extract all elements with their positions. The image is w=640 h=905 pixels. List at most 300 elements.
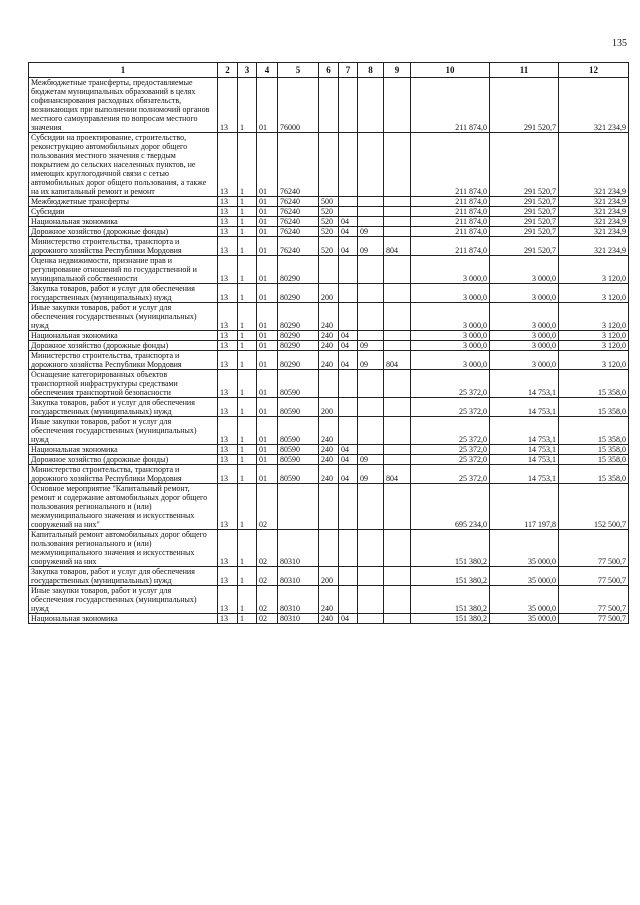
code-2: 13	[218, 207, 238, 217]
row-name: Национальная экономика	[29, 217, 218, 227]
code-2: 13	[218, 133, 238, 197]
code-6: 240	[319, 586, 339, 614]
amount-col-12: 152 500,7	[559, 484, 629, 530]
row-name: Национальная экономика	[29, 331, 218, 341]
code-5: 80590	[278, 445, 319, 455]
amount-col-10: 3 000,0	[411, 351, 490, 370]
code-4: 01	[257, 455, 278, 465]
code-4: 01	[257, 445, 278, 455]
amount-col-12: 321 234,9	[559, 197, 629, 207]
amount-col-12: 77 500,7	[559, 586, 629, 614]
amount-col-12: 15 358,0	[559, 455, 629, 465]
code-9	[384, 341, 411, 351]
code-5: 80290	[278, 256, 319, 284]
row-name: Межбюджетные трансферты, предоставляемые бюджетам муниципальных образований в целях софинансирования расходных обязательств, возникающих при выполнении полномочий органов местного самоуправления по вопросам местного значения	[29, 78, 218, 133]
code-6: 240	[319, 614, 339, 624]
code-3: 1	[238, 341, 257, 351]
row-name: Дорожное хозяйство (дорожные фонды)	[29, 227, 218, 237]
code-2: 13	[218, 614, 238, 624]
code-5: 76240	[278, 227, 319, 237]
code-3: 1	[238, 78, 257, 133]
code-7: 04	[339, 455, 358, 465]
code-3: 1	[238, 398, 257, 417]
amount-col-11: 14 753,1	[490, 465, 559, 484]
code-2: 13	[218, 303, 238, 331]
code-8	[358, 217, 384, 227]
code-5: 80310	[278, 567, 319, 586]
table-row	[29, 303, 629, 331]
amount-col-10: 151 380,2	[411, 567, 490, 586]
amount-col-10: 3 000,0	[411, 303, 490, 331]
code-5: 80590	[278, 455, 319, 465]
code-7: 04	[339, 614, 358, 624]
code-8	[358, 417, 384, 445]
code-8	[358, 284, 384, 303]
code-5: 80310	[278, 614, 319, 624]
code-5: 76240	[278, 133, 319, 197]
code-3: 1	[238, 256, 257, 284]
table-row	[29, 284, 629, 303]
column-header: 9	[384, 63, 411, 78]
code-9	[384, 445, 411, 455]
code-8: 09	[358, 341, 384, 351]
amount-col-10: 151 380,2	[411, 586, 490, 614]
code-8	[358, 303, 384, 331]
code-2: 13	[218, 445, 238, 455]
table-row	[29, 197, 629, 207]
amount-col-10: 151 380,2	[411, 614, 490, 624]
code-7	[339, 530, 358, 567]
code-9	[384, 586, 411, 614]
table-row	[29, 417, 629, 445]
code-3: 1	[238, 207, 257, 217]
code-5: 80590	[278, 398, 319, 417]
code-5: 80310	[278, 530, 319, 567]
amount-col-12: 77 500,7	[559, 567, 629, 586]
code-6: 520	[319, 217, 339, 227]
code-2: 13	[218, 417, 238, 445]
amount-col-11: 14 753,1	[490, 455, 559, 465]
row-name: Субсидии	[29, 207, 218, 217]
table-row	[29, 351, 629, 370]
amount-col-11: 291 520,7	[490, 227, 559, 237]
amount-col-11: 35 000,0	[490, 614, 559, 624]
table-row	[29, 614, 629, 624]
table-row	[29, 586, 629, 614]
column-header: 8	[358, 63, 384, 78]
code-2: 13	[218, 227, 238, 237]
code-4: 02	[257, 567, 278, 586]
code-8	[358, 133, 384, 197]
code-6: 520	[319, 237, 339, 256]
amount-col-11: 3 000,0	[490, 256, 559, 284]
code-6	[319, 530, 339, 567]
code-4: 01	[257, 331, 278, 341]
amount-col-10: 211 874,0	[411, 217, 490, 227]
row-name: Закупка товаров, работ и услуг для обеспечения государственных (муниципальных) нужд	[29, 284, 218, 303]
code-3: 1	[238, 614, 257, 624]
amount-col-10: 151 380,2	[411, 530, 490, 567]
code-3: 1	[238, 331, 257, 341]
amount-col-12: 3 120,0	[559, 256, 629, 284]
code-6: 240	[319, 351, 339, 370]
code-4: 01	[257, 370, 278, 398]
amount-col-10: 25 372,0	[411, 398, 490, 417]
table-row	[29, 78, 629, 133]
table-row	[29, 207, 629, 217]
code-2: 13	[218, 586, 238, 614]
code-7	[339, 567, 358, 586]
code-6: 240	[319, 331, 339, 341]
code-6: 240	[319, 445, 339, 455]
table-row	[29, 341, 629, 351]
code-7	[339, 133, 358, 197]
amount-col-10: 211 874,0	[411, 237, 490, 256]
code-9	[384, 78, 411, 133]
code-2: 13	[218, 284, 238, 303]
amount-col-10: 3 000,0	[411, 341, 490, 351]
code-2: 13	[218, 370, 238, 398]
code-3: 1	[238, 370, 257, 398]
row-name: Закупка товаров, работ и услуг для обеспечения государственных (муниципальных) нужд	[29, 567, 218, 586]
budget-table	[28, 62, 629, 624]
table-row	[29, 398, 629, 417]
code-5: 80290	[278, 351, 319, 370]
code-7: 04	[339, 217, 358, 227]
code-5: 76240	[278, 217, 319, 227]
code-4: 01	[257, 256, 278, 284]
amount-col-12: 77 500,7	[559, 530, 629, 567]
code-8: 09	[358, 237, 384, 256]
code-4: 01	[257, 78, 278, 133]
code-6: 520	[319, 227, 339, 237]
table-row	[29, 530, 629, 567]
amount-col-11: 291 520,7	[490, 197, 559, 207]
code-6	[319, 370, 339, 398]
code-8	[358, 370, 384, 398]
code-4: 02	[257, 614, 278, 624]
amount-col-11: 3 000,0	[490, 303, 559, 331]
amount-col-12: 15 358,0	[559, 417, 629, 445]
code-4: 01	[257, 465, 278, 484]
table-row	[29, 455, 629, 465]
row-name: Капитальный ремонт автомобильных дорог общего пользования регионального и (или) межмуниципального значения и искусственных сооружений на них	[29, 530, 218, 567]
code-5: 76000	[278, 78, 319, 133]
amount-col-11: 291 520,7	[490, 217, 559, 227]
code-2: 13	[218, 465, 238, 484]
column-header: 5	[278, 63, 319, 78]
row-name: Министерство строительства, транспорта и дорожного хозяйства Республики Мордовия	[29, 237, 218, 256]
code-5: 76240	[278, 197, 319, 207]
code-4: 01	[257, 207, 278, 217]
code-4: 01	[257, 237, 278, 256]
amount-col-11: 3 000,0	[490, 284, 559, 303]
amount-col-10: 695 234,0	[411, 484, 490, 530]
amount-col-10: 3 000,0	[411, 331, 490, 341]
code-8	[358, 567, 384, 586]
code-4: 01	[257, 417, 278, 445]
amount-col-12: 3 120,0	[559, 351, 629, 370]
amount-col-11: 291 520,7	[490, 78, 559, 133]
column-header: 11	[490, 63, 559, 78]
table-row	[29, 445, 629, 455]
code-2: 13	[218, 567, 238, 586]
code-7	[339, 484, 358, 530]
code-9: 804	[384, 237, 411, 256]
code-8	[358, 586, 384, 614]
table-row	[29, 217, 629, 227]
code-9	[384, 227, 411, 237]
code-4: 01	[257, 133, 278, 197]
column-header: 2	[218, 63, 238, 78]
table-row	[29, 370, 629, 398]
code-5: 76240	[278, 207, 319, 217]
table-header-row	[29, 63, 629, 78]
amount-col-11: 14 753,1	[490, 370, 559, 398]
code-8	[358, 398, 384, 417]
amount-col-12: 321 234,9	[559, 217, 629, 227]
code-9	[384, 567, 411, 586]
column-header: 7	[339, 63, 358, 78]
amount-col-12: 3 120,0	[559, 341, 629, 351]
code-9: 804	[384, 465, 411, 484]
code-4: 01	[257, 284, 278, 303]
code-8: 09	[358, 455, 384, 465]
code-5: 80310	[278, 586, 319, 614]
code-4: 02	[257, 530, 278, 567]
code-6: 240	[319, 341, 339, 351]
code-7	[339, 417, 358, 445]
row-name: Субсидии на проектирование, строительство, реконструкцию автомобильных дорог общего пользования местного значения с твердым покрытием до сельских населенных пунктов, не имеющих круглогодичной связи с сетью автомобильных дорог общего пользования, а также на их капитальный ремонт и ремонт	[29, 133, 218, 197]
code-8	[358, 530, 384, 567]
amount-col-11: 35 000,0	[490, 530, 559, 567]
code-3: 1	[238, 351, 257, 370]
row-name: Дорожное хозяйство (дорожные фонды)	[29, 341, 218, 351]
amount-col-12: 3 120,0	[559, 284, 629, 303]
amount-col-11: 291 520,7	[490, 237, 559, 256]
amount-col-12: 321 234,9	[559, 133, 629, 197]
code-4: 02	[257, 484, 278, 530]
code-2: 13	[218, 217, 238, 227]
code-3: 1	[238, 197, 257, 207]
table-row	[29, 465, 629, 484]
amount-col-12: 3 120,0	[559, 331, 629, 341]
amount-col-10: 3 000,0	[411, 284, 490, 303]
code-6	[319, 78, 339, 133]
code-7: 04	[339, 227, 358, 237]
code-5: 80290	[278, 284, 319, 303]
page-number: 135	[612, 38, 627, 49]
column-header: 12	[559, 63, 629, 78]
table-row	[29, 484, 629, 530]
amount-col-10: 25 372,0	[411, 445, 490, 455]
code-8	[358, 256, 384, 284]
amount-col-11: 117 197,8	[490, 484, 559, 530]
code-7: 04	[339, 331, 358, 341]
code-2: 13	[218, 484, 238, 530]
code-5: 76240	[278, 237, 319, 256]
amount-col-10: 3 000,0	[411, 256, 490, 284]
column-header: 1	[29, 63, 218, 78]
code-7	[339, 197, 358, 207]
table-body	[29, 78, 629, 624]
code-3: 1	[238, 237, 257, 256]
code-4: 01	[257, 227, 278, 237]
amount-col-11: 3 000,0	[490, 351, 559, 370]
amount-col-10: 211 874,0	[411, 133, 490, 197]
code-9	[384, 303, 411, 331]
code-6	[319, 133, 339, 197]
code-9	[384, 455, 411, 465]
code-5: 80290	[278, 303, 319, 331]
code-8	[358, 445, 384, 455]
code-2: 13	[218, 331, 238, 341]
amount-col-11: 291 520,7	[490, 133, 559, 197]
code-5: 80590	[278, 417, 319, 445]
amount-col-11: 14 753,1	[490, 398, 559, 417]
row-name: Основное мероприятие "Капитальный ремонт, ремонт и содержание автомобильных дорог общего пользования регионального и (или) межмуниципального значения и искусственных сооружений на них"	[29, 484, 218, 530]
code-7	[339, 586, 358, 614]
code-6: 200	[319, 284, 339, 303]
amount-col-10: 25 372,0	[411, 370, 490, 398]
code-8	[358, 331, 384, 341]
amount-col-12: 15 358,0	[559, 465, 629, 484]
code-5: 80590	[278, 465, 319, 484]
code-8: 09	[358, 227, 384, 237]
row-name: Национальная экономика	[29, 445, 218, 455]
code-5: 80590	[278, 370, 319, 398]
code-8	[358, 207, 384, 217]
amount-col-12: 3 120,0	[559, 303, 629, 331]
amount-col-12: 15 358,0	[559, 398, 629, 417]
code-4: 01	[257, 217, 278, 227]
amount-col-10: 211 874,0	[411, 227, 490, 237]
amount-col-10: 25 372,0	[411, 455, 490, 465]
code-5: 80290	[278, 341, 319, 351]
amount-col-10: 211 874,0	[411, 197, 490, 207]
table-row	[29, 133, 629, 197]
code-2: 13	[218, 398, 238, 417]
row-name: Иные закупки товаров, работ и услуг для обеспечения государственных (муниципальных) нужд	[29, 586, 218, 614]
code-6: 200	[319, 567, 339, 586]
code-3: 1	[238, 417, 257, 445]
row-name: Национальная экономика	[29, 614, 218, 624]
table-row	[29, 331, 629, 341]
code-9	[384, 133, 411, 197]
code-7: 04	[339, 341, 358, 351]
code-7	[339, 78, 358, 133]
amount-col-11: 291 520,7	[490, 207, 559, 217]
code-8	[358, 484, 384, 530]
row-name: Иные закупки товаров, работ и услуг для обеспечения государственных (муниципальных) нужд	[29, 417, 218, 445]
code-2: 13	[218, 351, 238, 370]
code-6: 520	[319, 207, 339, 217]
code-9	[384, 398, 411, 417]
code-4: 01	[257, 197, 278, 207]
row-name: Дорожное хозяйство (дорожные фонды)	[29, 455, 218, 465]
code-6: 240	[319, 455, 339, 465]
code-9	[384, 217, 411, 227]
table-row	[29, 567, 629, 586]
code-7	[339, 303, 358, 331]
amount-col-12: 321 234,9	[559, 78, 629, 133]
code-3: 1	[238, 567, 257, 586]
code-7	[339, 256, 358, 284]
column-header: 3	[238, 63, 257, 78]
code-3: 1	[238, 455, 257, 465]
code-7: 04	[339, 237, 358, 256]
amount-col-11: 3 000,0	[490, 341, 559, 351]
row-name: Межбюджетные трансферты	[29, 197, 218, 207]
amount-col-11: 35 000,0	[490, 567, 559, 586]
code-9	[384, 484, 411, 530]
code-8: 09	[358, 351, 384, 370]
amount-col-10: 25 372,0	[411, 417, 490, 445]
amount-col-12: 15 358,0	[559, 445, 629, 455]
code-3: 1	[238, 303, 257, 331]
code-6	[319, 484, 339, 530]
code-2: 13	[218, 197, 238, 207]
code-3: 1	[238, 227, 257, 237]
row-name: Оценка недвижимости, признание прав и регулирование отношений по государственной и муниципальной собственности	[29, 256, 218, 284]
code-2: 13	[218, 530, 238, 567]
amount-col-10: 25 372,0	[411, 465, 490, 484]
row-name: Оснащение категорированных объектов транспортной инфраструктуры средствами обеспечения транспортной безопасности	[29, 370, 218, 398]
code-7	[339, 370, 358, 398]
amount-col-12: 77 500,7	[559, 614, 629, 624]
column-header: 6	[319, 63, 339, 78]
code-3: 1	[238, 586, 257, 614]
row-name: Иные закупки товаров, работ и услуг для обеспечения государственных (муниципальных) нужд	[29, 303, 218, 331]
code-4: 01	[257, 303, 278, 331]
code-9	[384, 417, 411, 445]
code-5	[278, 484, 319, 530]
code-7: 04	[339, 351, 358, 370]
code-9	[384, 331, 411, 341]
code-3: 1	[238, 530, 257, 567]
amount-col-11: 35 000,0	[490, 586, 559, 614]
code-6: 200	[319, 398, 339, 417]
code-9	[384, 370, 411, 398]
code-9	[384, 530, 411, 567]
row-name: Министерство строительства, транспорта и дорожного хозяйства Республики Мордовия	[29, 465, 218, 484]
code-7	[339, 398, 358, 417]
code-8: 09	[358, 465, 384, 484]
code-9	[384, 284, 411, 303]
amount-col-11: 3 000,0	[490, 331, 559, 341]
code-8	[358, 78, 384, 133]
amount-col-12: 321 234,9	[559, 237, 629, 256]
code-4: 01	[257, 341, 278, 351]
code-2: 13	[218, 455, 238, 465]
amount-col-10: 211 874,0	[411, 207, 490, 217]
code-7	[339, 284, 358, 303]
code-6: 240	[319, 465, 339, 484]
code-6: 240	[319, 417, 339, 445]
code-7: 04	[339, 445, 358, 455]
code-9	[384, 197, 411, 207]
code-3: 1	[238, 465, 257, 484]
code-6: 240	[319, 303, 339, 331]
table-row	[29, 227, 629, 237]
code-8	[358, 614, 384, 624]
amount-col-11: 14 753,1	[490, 417, 559, 445]
code-4: 01	[257, 398, 278, 417]
code-3: 1	[238, 284, 257, 303]
code-5: 80290	[278, 331, 319, 341]
code-3: 1	[238, 484, 257, 530]
amount-col-11: 14 753,1	[490, 445, 559, 455]
